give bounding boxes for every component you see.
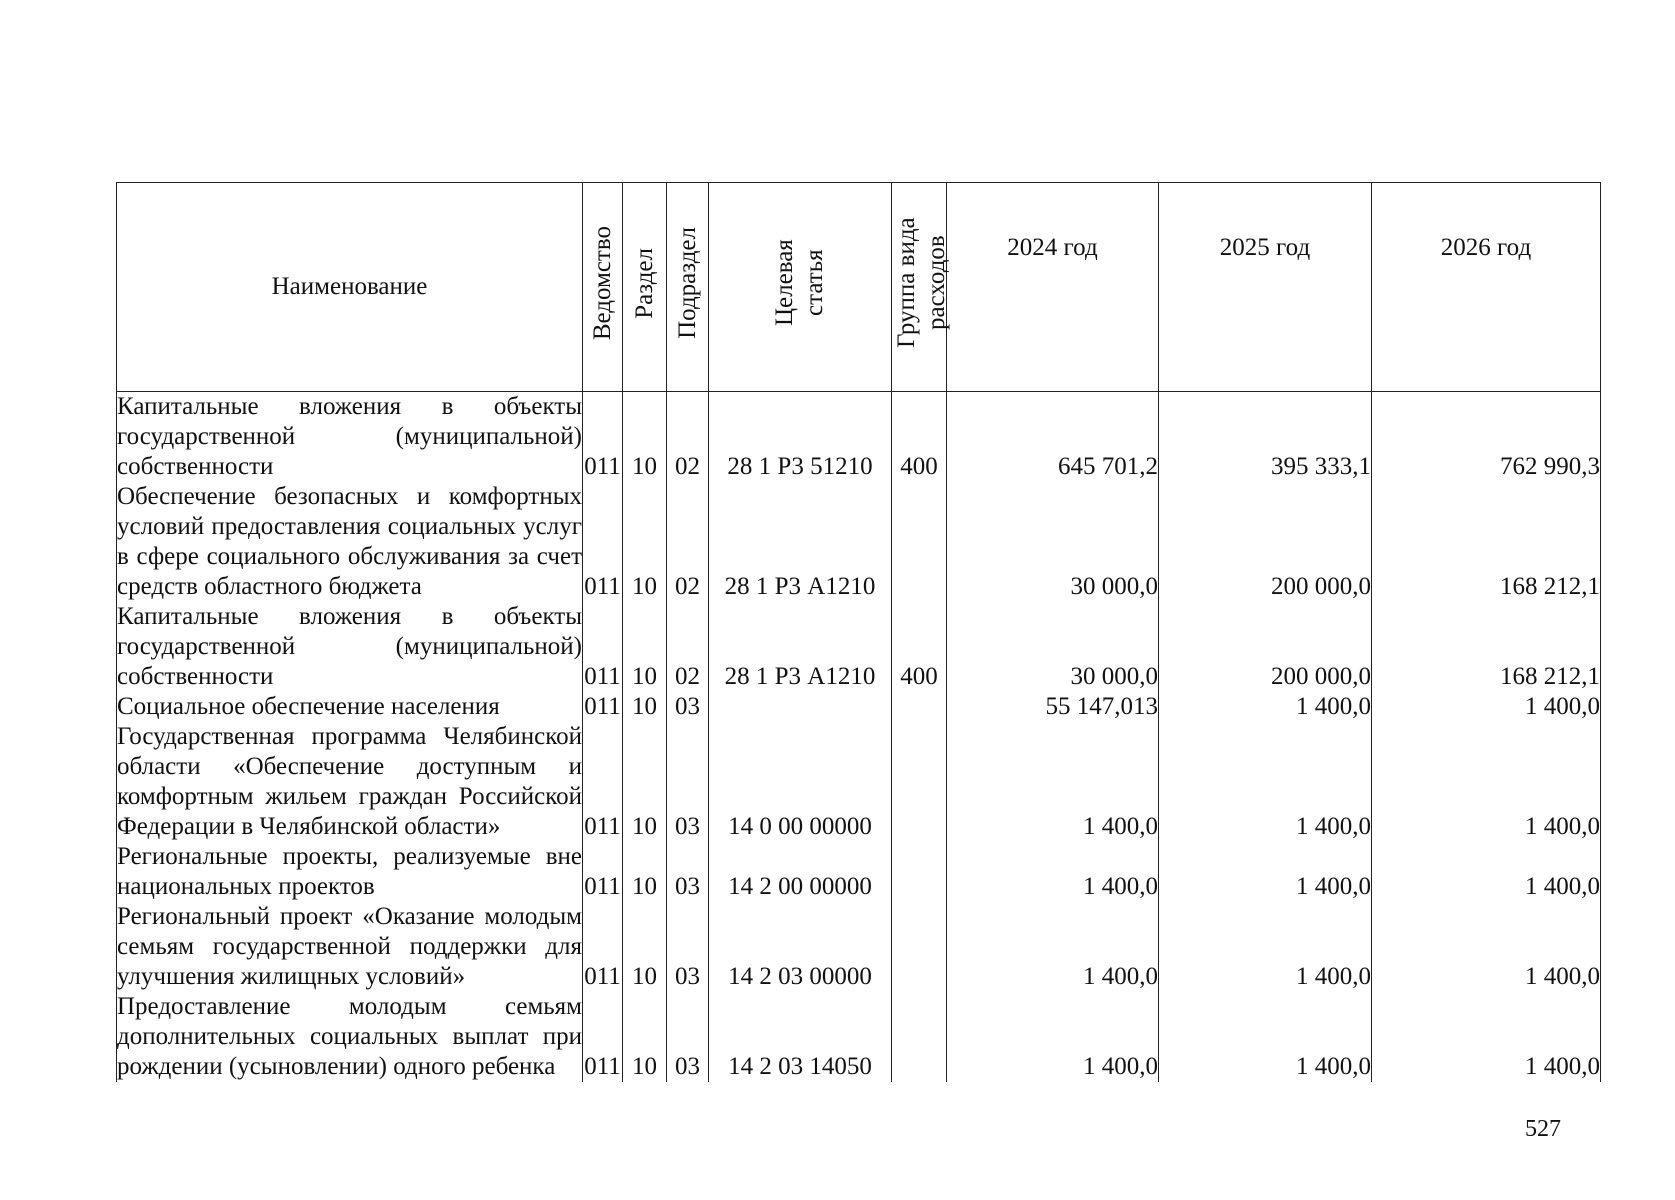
row-2024: 1 400,0 xyxy=(947,902,1159,992)
header-razdel: Раздел xyxy=(623,183,667,392)
row-2025: 1 400,0 xyxy=(1159,692,1372,722)
row-celevaya-statya: 14 2 00 00000 xyxy=(709,842,892,902)
row-gruppa xyxy=(892,842,947,902)
row-2025: 1 400,0 xyxy=(1159,842,1372,902)
row-name: Обеспечение безопасных и комфортных условий предоставления социальных услуг в сфере социального обслуживания за счет средств областного бюджета xyxy=(117,483,582,600)
row-2025: 395 333,1 xyxy=(1159,392,1372,483)
row-2025: 1 400,0 xyxy=(1159,722,1372,842)
row-2025: 1 400,0 xyxy=(1159,992,1372,1082)
row-2024: 1 400,0 xyxy=(947,992,1159,1082)
row-name: Государственная программа Челябинской области «Обеспечение доступным и комфортным жильем граждан Российской Федерации в Челябинской области» xyxy=(117,723,582,840)
row-razdel: 10 xyxy=(623,902,667,992)
row-2025: 200 000,0 xyxy=(1159,482,1372,602)
header-celevaya-statya: Целевая статья xyxy=(709,183,892,392)
row-podrazdel: 03 xyxy=(667,692,709,722)
table-row xyxy=(117,902,1601,992)
row-2024: 645 701,2 xyxy=(947,392,1159,483)
header-vedomstvo: Ведомство xyxy=(583,183,623,392)
table-row xyxy=(117,722,1601,842)
row-razdel: 10 xyxy=(623,842,667,902)
row-celevaya-statya: 28 1 Р3 А1210 xyxy=(709,602,892,692)
row-name: Капитальные вложения в объекты государственной (муниципальной) собственности xyxy=(117,393,582,480)
row-vedomstvo: 011 xyxy=(583,842,623,902)
row-2025: 1 400,0 xyxy=(1159,902,1372,992)
row-gruppa xyxy=(892,692,947,722)
row-podrazdel: 02 xyxy=(667,482,709,602)
row-razdel: 10 xyxy=(623,992,667,1082)
row-razdel: 10 xyxy=(623,392,667,483)
row-celevaya-statya: 14 2 03 14050 xyxy=(709,992,892,1082)
row-name: Региональный проект «Оказание молодым семьям государственной поддержки для улучшения жилищных условий» xyxy=(117,903,582,990)
row-2024: 30 000,0 xyxy=(947,482,1159,602)
row-celevaya-statya: 14 2 03 00000 xyxy=(709,902,892,992)
row-celevaya-statya: 28 1 Р3 А1210 xyxy=(709,482,892,602)
row-2026: 168 212,1 xyxy=(1372,602,1601,692)
header-2025: 2025 год xyxy=(1159,183,1372,392)
row-razdel: 10 xyxy=(623,692,667,722)
row-2024: 1 400,0 xyxy=(947,842,1159,902)
row-2026: 762 990,3 xyxy=(1372,392,1601,483)
row-name: Социальное обеспечение населения xyxy=(117,692,583,722)
row-celevaya-statya: 28 1 Р3 51210 xyxy=(709,392,892,483)
row-2026: 1 400,0 xyxy=(1372,902,1601,992)
row-2026: 168 212,1 xyxy=(1372,482,1601,602)
row-vedomstvo: 011 xyxy=(583,902,623,992)
row-podrazdel: 02 xyxy=(667,602,709,692)
header-gruppa-vida-rashodov: Группа вида расходов xyxy=(892,183,947,392)
row-2024: 55 147,013 xyxy=(947,692,1159,722)
row-gruppa: 400 xyxy=(892,392,947,483)
table-row xyxy=(117,842,1601,902)
row-2025: 200 000,0 xyxy=(1159,602,1372,692)
row-name: Капитальные вложения в объекты государственной (муниципальной) собственности xyxy=(117,603,582,690)
row-vedomstvo: 011 xyxy=(584,693,621,720)
row-celevaya-statya: 14 0 00 00000 xyxy=(709,722,892,842)
table-row xyxy=(117,392,1601,483)
row-podrazdel: 03 xyxy=(667,722,709,842)
row-podrazdel: 03 xyxy=(667,902,709,992)
header-2026: 2026 год xyxy=(1372,183,1601,392)
row-gruppa xyxy=(892,482,947,602)
row-vedomstvo: 011 xyxy=(583,602,623,692)
table-header-row xyxy=(117,183,1601,392)
row-name: Региональные проекты, реализуемые вне национальных проектов xyxy=(117,843,582,900)
header-2024: 2024 год xyxy=(947,183,1159,392)
table-row xyxy=(117,692,1601,722)
budget-table xyxy=(116,182,1601,1082)
row-2024: 1 400,0 xyxy=(947,722,1159,842)
row-name: Предоставление молодым семьям дополнительных социальных выплат при рождении (усыновлении) одного ребенка xyxy=(117,993,582,1080)
row-podrazdel: 03 xyxy=(667,842,709,902)
row-gruppa xyxy=(892,722,947,842)
row-podrazdel: 03 xyxy=(667,992,709,1082)
row-2024: 30 000,0 xyxy=(947,602,1159,692)
row-vedomstvo: 011 xyxy=(583,392,623,483)
row-razdel: 10 xyxy=(623,722,667,842)
header-name: Наименование xyxy=(117,183,583,392)
row-razdel: 10 xyxy=(623,482,667,602)
row-gruppa xyxy=(892,902,947,992)
row-celevaya-statya xyxy=(709,692,892,722)
row-2026: 1 400,0 xyxy=(1372,992,1601,1082)
row-vedomstvo: 011 xyxy=(583,992,623,1082)
row-2026: 1 400,0 xyxy=(1372,722,1601,842)
row-vedomstvo: 011 xyxy=(583,482,623,602)
table-row xyxy=(117,602,1601,692)
row-gruppa: 400 xyxy=(892,602,947,692)
row-podrazdel: 02 xyxy=(667,392,709,483)
row-gruppa xyxy=(892,992,947,1082)
row-2026: 1 400,0 xyxy=(1372,692,1601,722)
row-vedomstvo: 011 xyxy=(583,722,623,842)
page-number: 527 xyxy=(1525,1116,1561,1142)
table-row xyxy=(117,992,1601,1082)
row-2026: 1 400,0 xyxy=(1372,842,1601,902)
header-podrazdel: Подраздел xyxy=(667,183,709,392)
row-razdel: 10 xyxy=(623,602,667,692)
table-row xyxy=(117,482,1601,602)
